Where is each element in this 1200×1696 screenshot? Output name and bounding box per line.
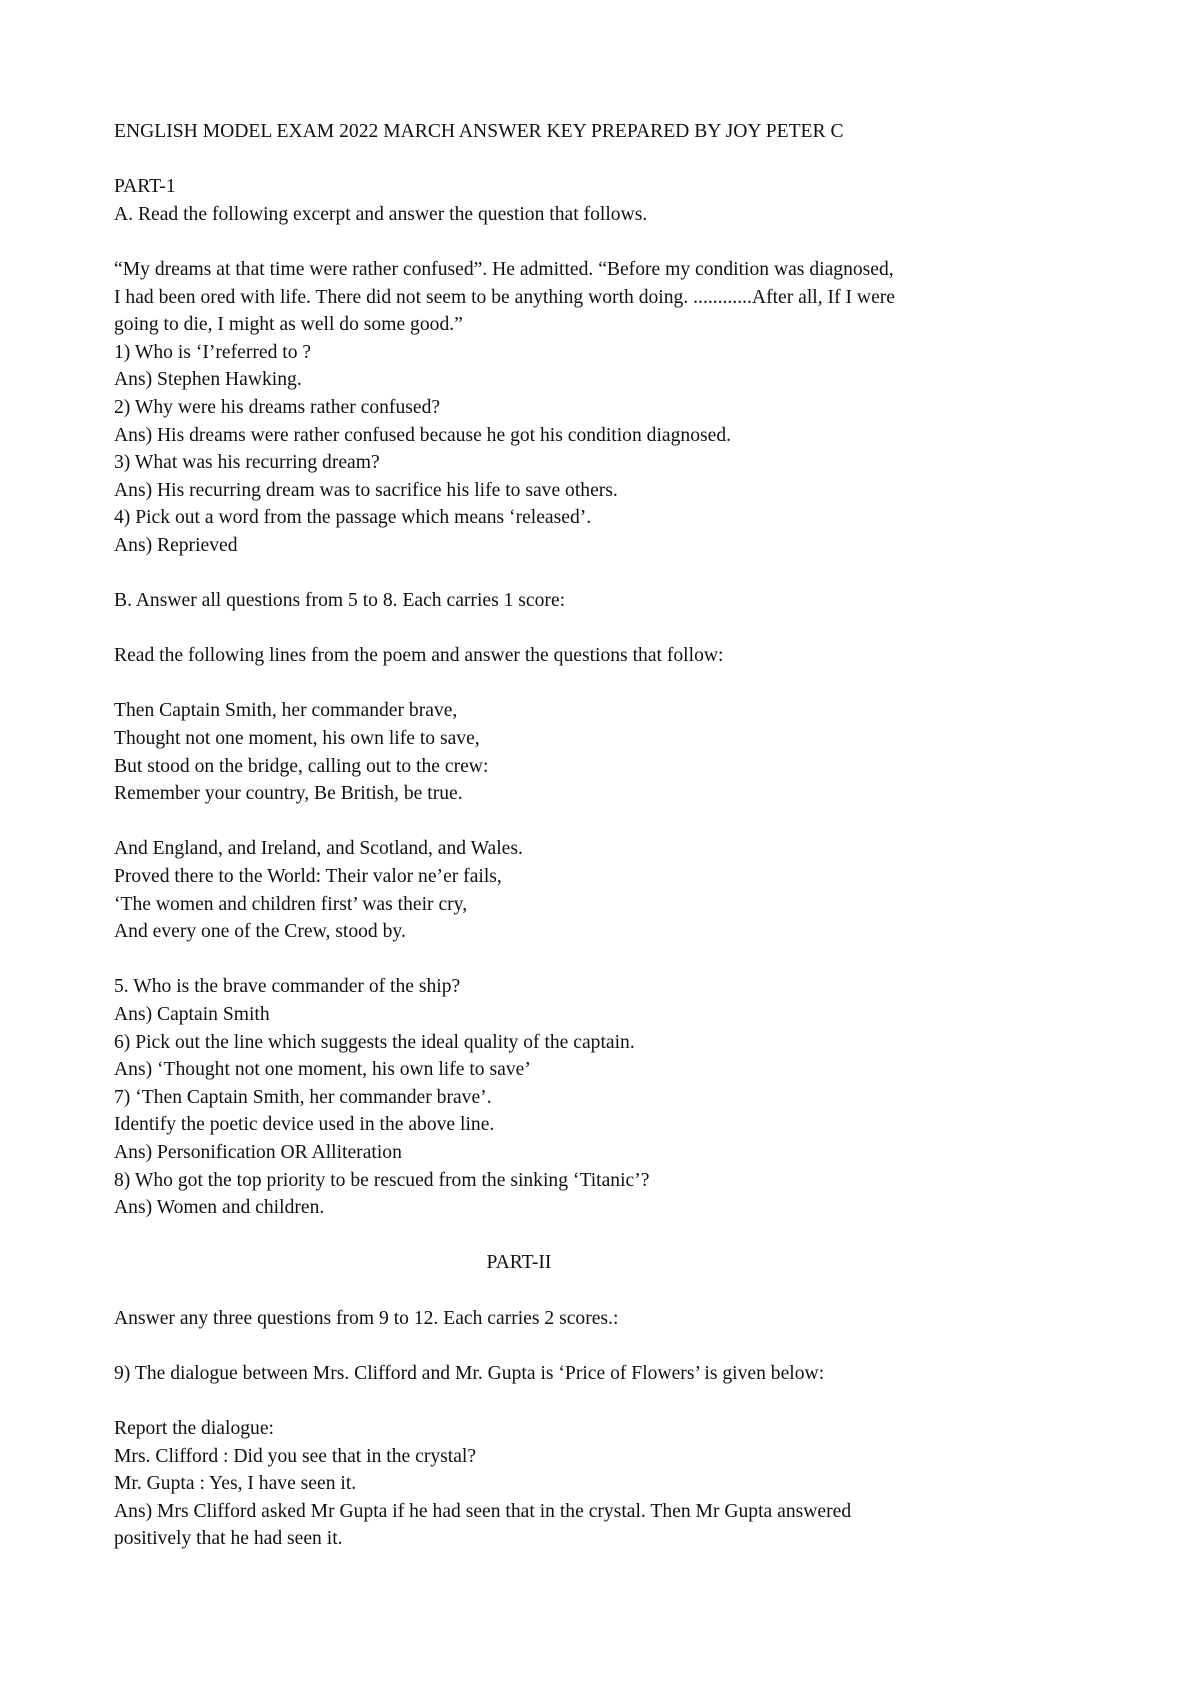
spacer xyxy=(114,808,1104,836)
spacer xyxy=(114,615,1104,643)
poem-line: Thought not one moment, his own life to save, xyxy=(114,728,480,750)
poem-line: Proved there to the World: Their valor ne’er fails, xyxy=(114,866,502,888)
answer-4: Ans) Reprieved xyxy=(114,534,238,556)
answer-8: Ans) Women and children. xyxy=(114,1197,325,1219)
dialogue-line: Mrs. Clifford : Did you see that in the crystal? xyxy=(114,1445,477,1467)
poem-instruction: Read the following lines from the poem and answer the questions that follow: xyxy=(114,645,724,667)
spacer xyxy=(114,1277,1104,1305)
answer-3: Ans) His recurring dream was to sacrifice his life to save others. xyxy=(114,479,618,501)
spacer xyxy=(114,560,1104,588)
poem-line: Remember your country, Be British, be true. xyxy=(114,783,463,805)
spacer xyxy=(114,228,1104,256)
question-9: 9) The dialogue between Mrs. Clifford and Mr. Gupta is ‘Price of Flowers’ is given below: xyxy=(114,1362,825,1384)
question-7: 7) ‘Then Captain Smith, her commander brave’. xyxy=(114,1086,492,1108)
spacer xyxy=(114,946,1104,974)
answer-9: Ans) Mrs Clifford asked Mr Gupta if he had seen that in the crystal. Then Mr Gupta answered xyxy=(114,1500,852,1522)
part2-heading: PART-II xyxy=(486,1252,552,1274)
spacer xyxy=(114,670,1104,698)
answer-9-continued: positively that he had seen it. xyxy=(114,1528,343,1550)
dialogue-line: Mr. Gupta : Yes, I have seen it. xyxy=(114,1473,357,1495)
spacer xyxy=(114,1222,1104,1250)
question-1: 1) Who is ‘I’referred to ? xyxy=(114,341,312,363)
exam-answer-key-page xyxy=(114,118,1104,1553)
poem-line: ‘The women and children first’ was their cry, xyxy=(114,893,468,915)
spacer xyxy=(114,146,1104,174)
excerpt-line: going to die, I might as well do some good.” xyxy=(114,314,463,336)
part1-heading: PART-1 xyxy=(114,176,176,198)
answer-7: Ans) Personification OR Alliteration xyxy=(114,1141,402,1163)
part2-instruction: Answer any three questions from 9 to 12. Each carries 2 scores.: xyxy=(114,1307,619,1329)
question-5: 5. Who is the brave commander of the ship? xyxy=(114,976,461,998)
question-3: 3) What was his recurring dream? xyxy=(114,452,380,474)
answer-5: Ans) Captain Smith xyxy=(114,1004,270,1025)
question-4: 4) Pick out a word from the passage which means ‘released’. xyxy=(114,507,592,529)
poem-line: And England, and Ireland, and Scotland, and Wales. xyxy=(114,838,523,860)
question-2: 2) Why were his dreams rather confused? xyxy=(114,396,441,418)
excerpt-line: “My dreams at that time were rather confused”. He admitted. “Before my condition was diagnosed, xyxy=(114,258,894,280)
poem-line: And every one of the Crew, stood by. xyxy=(114,921,406,943)
question-7-detail: Identify the poetic device used in the above line. xyxy=(114,1114,495,1136)
question-8: 8) Who got the top priority to be rescued from the sinking ‘Titanic’? xyxy=(114,1169,650,1191)
spacer xyxy=(114,1387,1104,1415)
poem-line: But stood on the bridge, calling out to the crew: xyxy=(114,755,489,777)
report-instruction: Report the dialogue: xyxy=(114,1417,274,1439)
question-6: 6) Pick out the line which suggests the ideal quality of the captain. xyxy=(114,1031,635,1053)
answer-6: Ans) ‘Thought not one moment, his own life to save’ xyxy=(114,1059,531,1081)
answer-2: Ans) His dreams were rather confused because he got his condition diagnosed. xyxy=(114,424,732,446)
answer-1: Ans) Stephen Hawking. xyxy=(114,369,302,391)
spacer xyxy=(114,1332,1104,1360)
sectionB-instruction: B. Answer all questions from 5 to 8. Each carries 1 score: xyxy=(114,590,566,612)
poem-line: Then Captain Smith, her commander brave, xyxy=(114,700,458,722)
excerpt-line: I had been ored with life. There did not seem to be anything worth doing. ............After all, If I were xyxy=(114,286,895,308)
document-title: ENGLISH MODEL EXAM 2022 MARCH ANSWER KEY PREPARED BY JOY PETER C xyxy=(114,121,844,142)
sectionA-instruction: A. Read the following excerpt and answer the question that follows. xyxy=(114,203,648,225)
